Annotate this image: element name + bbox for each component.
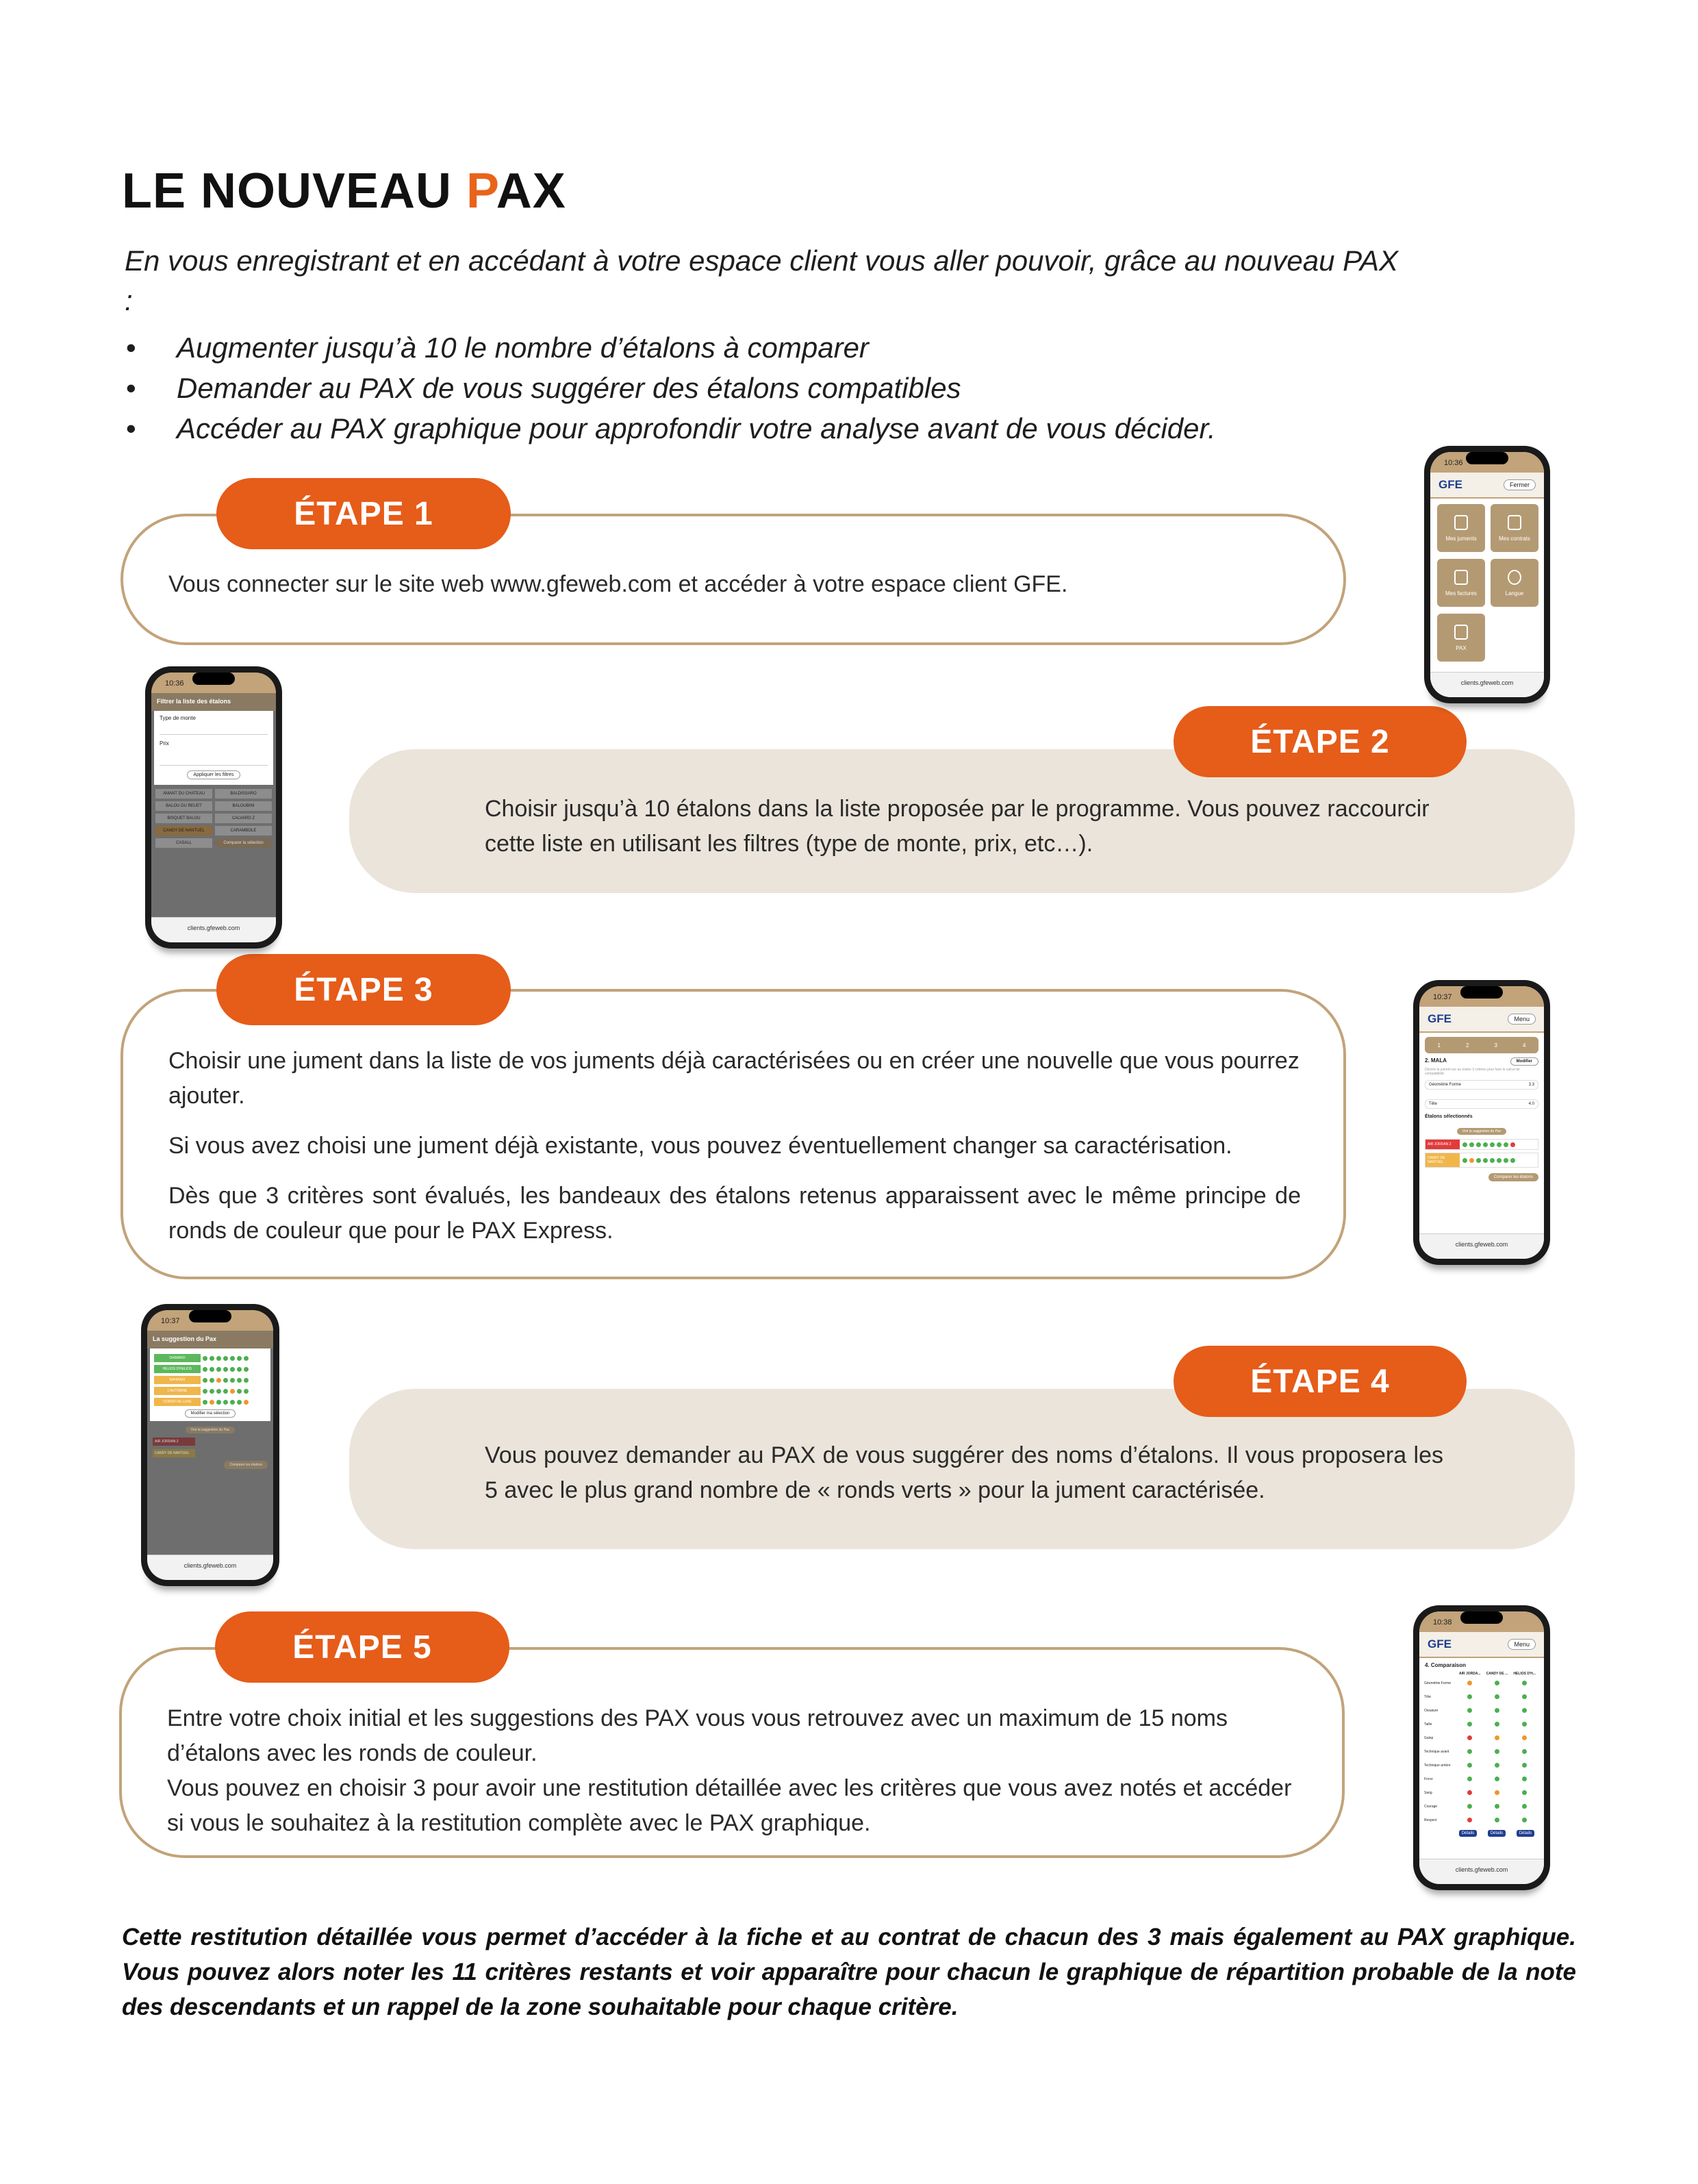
phone-notch xyxy=(189,1310,231,1322)
suggestion-row[interactable] xyxy=(154,1376,266,1384)
tile-langue[interactable] xyxy=(1491,559,1538,607)
phone-notch xyxy=(1460,986,1503,999)
compare-stallions-button[interactable]: Comparer les étalons xyxy=(1488,1173,1538,1181)
step-3-paragraph: Dès que 3 critères sont évalués, les bandeaux des étalons retenus apparaissent avec le même principe de ronds de couleur que pour le PAX Express. xyxy=(168,1183,1301,1244)
browser-url-bar[interactable]: clients.gfeweb.com xyxy=(147,1555,273,1580)
benefit-item: • Demander au PAX de vous suggérer des étalons compatibles xyxy=(125,368,1494,408)
stallion-item[interactable]: BALOUBINI xyxy=(215,801,272,811)
stallion-item[interactable]: CALVARO Z xyxy=(215,814,272,823)
pax-logo-icon xyxy=(1454,625,1468,640)
gfe-logo: GFE xyxy=(1439,478,1462,491)
stallion-item[interactable]: BISQUET BALOU xyxy=(155,814,212,823)
details-button[interactable]: Détails xyxy=(1517,1830,1534,1837)
stallion-row[interactable] xyxy=(1425,1139,1538,1150)
stallion-item[interactable]: CARAMBOLE xyxy=(215,826,272,836)
stallion-item[interactable]: BALDISSARO xyxy=(215,789,272,799)
gfe-logo: GFE xyxy=(1428,1637,1452,1650)
step-1-text xyxy=(168,567,1305,602)
suggestion-modal-header: La suggestion du Pax xyxy=(147,1331,273,1348)
step-2-paragraph: Choisir jusqu’à 10 étalons dans la liste proposée par le programme. Vous pouvez raccourcir cette liste en utilisant les filtres (type de monte, prix, etc…). xyxy=(485,796,1430,857)
details-buttons xyxy=(1419,1827,1544,1837)
stallion-item[interactable]: CASALL xyxy=(155,838,212,848)
stallion-item-selected[interactable]: CANDY DE NANTUEL xyxy=(155,826,212,836)
tile-mes-juments[interactable] xyxy=(1437,504,1485,552)
table-row xyxy=(1423,1813,1538,1827)
criterion-name: Galop xyxy=(1424,1736,1434,1740)
compatibility-dots xyxy=(203,1378,249,1383)
language-icon xyxy=(1508,570,1521,585)
stallion-name: AIR JORDAN Z xyxy=(153,1438,195,1446)
step-5-text xyxy=(167,1701,1310,1841)
horse-icon xyxy=(1454,515,1468,530)
table-header-row xyxy=(1423,1671,1538,1677)
table-row xyxy=(1423,1786,1538,1800)
suggest-button[interactable]: Voir la suggestion du Pax xyxy=(1457,1128,1506,1135)
stepper-step[interactable]: 3 xyxy=(1494,1042,1497,1049)
modify-selection-button[interactable]: Modifier ma sélection xyxy=(185,1409,236,1418)
status-bar-time: 10:37 xyxy=(147,1310,273,1331)
suggestion-row[interactable] xyxy=(154,1387,266,1395)
compatibility-dots xyxy=(203,1389,249,1394)
step-1-paragraph: Vous connecter sur le site web www.gfeweb.com et accéder à votre espace client GFE. xyxy=(168,571,1068,597)
phone-mockup-mare-selection xyxy=(1413,980,1550,1265)
status-bar-time: 10:37 xyxy=(1419,986,1544,1007)
app-header xyxy=(1419,1632,1544,1658)
tile-label: Mes factures xyxy=(1445,590,1477,597)
step-3-label: ÉTAPE 3 xyxy=(216,954,511,1025)
column-header: CANDY DE ... xyxy=(1486,1672,1508,1676)
apply-filters-button[interactable]: Appliquer les filtres xyxy=(187,770,240,779)
criterion-name: Technique arrière xyxy=(1424,1763,1451,1768)
app-header xyxy=(1419,1007,1544,1033)
compatibility-dots xyxy=(203,1400,249,1405)
step-2-label: ÉTAPE 2 xyxy=(1174,706,1467,777)
stallion-name: L'AUTOMNE xyxy=(154,1387,201,1395)
step-4-label: ÉTAPE 4 xyxy=(1174,1346,1467,1417)
phone-screen xyxy=(1430,452,1544,697)
suggest-button: Voir la suggestion du Pax xyxy=(186,1427,235,1433)
criterion-name: Tête xyxy=(1424,1695,1432,1699)
stallion-name: HELIOS D'HELIOS xyxy=(154,1365,201,1373)
stallion-row[interactable] xyxy=(1425,1153,1538,1168)
table-row xyxy=(1423,1745,1538,1759)
compatibility-dots xyxy=(1462,1142,1515,1147)
phone-notch xyxy=(1460,1611,1503,1624)
step-4-text xyxy=(485,1438,1443,1508)
section-title: 2. MALA xyxy=(1425,1057,1447,1064)
intro-text: En vous enregistrant et en accédant à votre espace client vous aller pouvoir, grâce au nouveau PAX : xyxy=(125,244,1399,316)
browser-url-bar[interactable]: clients.gfeweb.com xyxy=(1430,672,1544,697)
status-bar-time: 10:38 xyxy=(1419,1611,1544,1632)
suggestion-row[interactable] xyxy=(154,1398,266,1406)
step-4-paragraph: Vous pouvez demander au PAX de vous suggérer des noms d’étalons. Il vous proposera les 5 avec le plus grand nombre de « ronds verts » pour la jument caractérisée. xyxy=(485,1442,1443,1503)
criterion-name: Respect xyxy=(1424,1818,1437,1822)
benefit-item: • Accéder au PAX graphique pour approfondir votre analyse avant de vous décider. xyxy=(125,408,1494,449)
section-title: 4. Comparaison xyxy=(1425,1662,1467,1668)
tile-label: Mes contrats xyxy=(1499,536,1530,542)
mare-section xyxy=(1419,1057,1544,1179)
stallion-name: CANDY DE NANTUEL xyxy=(1425,1153,1460,1167)
stallion-item[interactable]: AMANT DU CHATEAU xyxy=(155,789,212,799)
status-bar-time: 10:36 xyxy=(151,673,276,693)
stallion-item[interactable]: BALOU DU REUET xyxy=(155,801,212,811)
criterion-name: Géométrie Forme xyxy=(1424,1681,1452,1685)
selected-heading: Étalons sélectionnés xyxy=(1425,1114,1473,1119)
footer-note: Cette restitution détaillée vous permet d’accéder à la fiche et au contrat de chacun des 3 mais également au PAX graphique. Vous pouvez alors noter les 11 critères restants et voir apparaître pour chacun le graphique de répartition probable de la note des descendants et un rappel de la zone souhaitable pour chaque critère. xyxy=(122,1924,1576,2020)
progress-stepper xyxy=(1425,1037,1538,1053)
table-row xyxy=(1423,1718,1538,1731)
criterion-name: Sang xyxy=(1424,1791,1432,1795)
modify-button[interactable]: Modifier xyxy=(1510,1057,1538,1066)
phone-notch xyxy=(1466,452,1508,464)
step-3-text xyxy=(168,1044,1301,1248)
stepper-step[interactable]: 4 xyxy=(1523,1042,1526,1049)
comparison-table xyxy=(1423,1671,1538,1827)
criterion-name: Courage xyxy=(1424,1805,1438,1809)
phone-mockup-pax-suggestion xyxy=(141,1304,279,1586)
tile-label: Mes juments xyxy=(1445,536,1477,542)
step-5-paragraph: Entre votre choix initial et les suggestions des PAX vous vous retrouvez avec un maximum de 15 noms d’étalons avec les ronds de couleur. xyxy=(167,1705,1228,1766)
close-button[interactable]: Fermer xyxy=(1504,479,1536,490)
table-row xyxy=(1423,1690,1538,1704)
column-header: HELIOS D'H... xyxy=(1513,1672,1536,1676)
stallion-name: DIAMANO xyxy=(154,1354,201,1362)
stallion-name: BAHIANO xyxy=(154,1376,201,1384)
title-accent-letter: P xyxy=(466,164,496,218)
stepper-step[interactable]: 1 xyxy=(1437,1042,1441,1049)
contract-icon xyxy=(1508,515,1521,530)
table-row xyxy=(1423,1677,1538,1690)
benefit-item: • Augmenter jusqu’à 10 le nombre d’étalons à comparer xyxy=(125,327,1494,368)
step-2-text xyxy=(485,792,1457,862)
criterion-name: Tête xyxy=(1429,1102,1438,1106)
filter-field-type[interactable]: Type de monte xyxy=(160,715,268,735)
phone-screen xyxy=(1419,986,1544,1259)
compare-stallions-button: Comparer les étalons xyxy=(224,1461,268,1469)
phone-notch xyxy=(192,673,235,685)
table-row xyxy=(1423,1800,1538,1813)
stallion-name: AIR JORDAN Z xyxy=(1425,1140,1460,1149)
invoice-icon xyxy=(1454,570,1468,585)
criterion-row[interactable] xyxy=(1425,1099,1538,1109)
table-row xyxy=(1423,1759,1538,1772)
status-bar-time: 10:36 xyxy=(1430,452,1544,473)
stepper-step[interactable]: 2 xyxy=(1466,1042,1469,1049)
table-row xyxy=(1423,1772,1538,1786)
criterion-name: Taille xyxy=(1424,1722,1432,1727)
step-5-paragraph: Vous pouvez en choisir 3 pour avoir une restitution détaillée avec les critères que vous avez notés et accéder si vous le souhaitez à la restitution complète avec le PAX graphique. xyxy=(167,1775,1292,1836)
tile-mes-factures[interactable] xyxy=(1437,559,1485,607)
criterion-row[interactable] xyxy=(1425,1080,1538,1090)
filter-modal xyxy=(154,711,273,785)
details-button[interactable]: Détails xyxy=(1488,1830,1506,1837)
browser-url-bar[interactable]: clients.gfeweb.com xyxy=(1419,1233,1544,1259)
criterion-value: 4.0 xyxy=(1528,1102,1534,1106)
benefit-list xyxy=(125,327,1494,449)
background-content xyxy=(147,1421,273,1467)
details-button[interactable]: Détails xyxy=(1459,1830,1477,1837)
gfe-logo: GFE xyxy=(1428,1012,1452,1025)
stallion-name: CORDO DE LUXE xyxy=(154,1398,201,1406)
suggestion-modal xyxy=(150,1348,270,1421)
stallion-name: CANDY DE NANTUEL xyxy=(153,1449,195,1457)
hint-text: Décrire la jument sur au moins 3 critères pour faire le calcul de compatibilité. xyxy=(1425,1068,1520,1076)
title-suffix: AX xyxy=(496,164,566,218)
table-row xyxy=(1423,1731,1538,1745)
criterion-name: Force xyxy=(1424,1777,1433,1781)
table-row xyxy=(1423,1704,1538,1718)
step-3-paragraph: Si vous avez choisi une jument déjà existante, vous pouvez éventuellement changer sa caractérisation. xyxy=(168,1133,1232,1159)
criterion-name: Géométrie Forme xyxy=(1429,1083,1462,1087)
phone-mockup-account-menu xyxy=(1424,446,1550,703)
compatibility-dots xyxy=(203,1367,249,1372)
criterion-name: Technique avant xyxy=(1424,1750,1449,1754)
phone-mockup-comparison xyxy=(1413,1605,1550,1890)
stallion-list xyxy=(151,785,276,848)
step-5-label: ÉTAPE 5 xyxy=(215,1611,509,1683)
tile-label: PAX xyxy=(1456,645,1467,651)
browser-url-bar[interactable]: clients.gfeweb.com xyxy=(151,917,276,942)
tile-pax[interactable] xyxy=(1437,614,1485,662)
title-prefix: LE NOUVEAU xyxy=(122,164,467,218)
criterion-value: 3.3 xyxy=(1528,1083,1534,1087)
compatibility-dots xyxy=(203,1356,249,1361)
compatibility-dots xyxy=(1462,1158,1515,1163)
phone-screen xyxy=(151,673,276,942)
phone-mockup-filter-list xyxy=(145,666,282,949)
suggestion-row[interactable] xyxy=(154,1365,266,1373)
column-header: AIR JORDA... xyxy=(1458,1672,1481,1676)
compare-selection-button[interactable]: Comparer la sélection xyxy=(215,838,272,848)
suggestion-row[interactable] xyxy=(154,1354,266,1362)
filter-field-price[interactable]: Prix xyxy=(160,740,268,766)
step-1-label: ÉTAPE 1 xyxy=(216,478,511,549)
tile-label: Langue xyxy=(1505,590,1524,597)
criterion-name: Ossature xyxy=(1424,1709,1439,1713)
phone-screen xyxy=(147,1310,273,1580)
step-3-paragraph: Choisir une jument dans la liste de vos juments déjà caractérisées ou en créer une nouvelle que vous pourrez ajouter. xyxy=(168,1048,1300,1109)
page-title xyxy=(122,163,566,219)
menu-button[interactable]: Menu xyxy=(1508,1014,1536,1025)
filter-modal-header: Filtrer la liste des étalons xyxy=(151,693,276,711)
browser-url-bar[interactable]: clients.gfeweb.com xyxy=(1419,1859,1544,1884)
app-header xyxy=(1430,473,1544,499)
tile-mes-contrats[interactable] xyxy=(1491,504,1538,552)
phone-screen xyxy=(1419,1611,1544,1884)
menu-button[interactable]: Menu xyxy=(1508,1639,1536,1650)
